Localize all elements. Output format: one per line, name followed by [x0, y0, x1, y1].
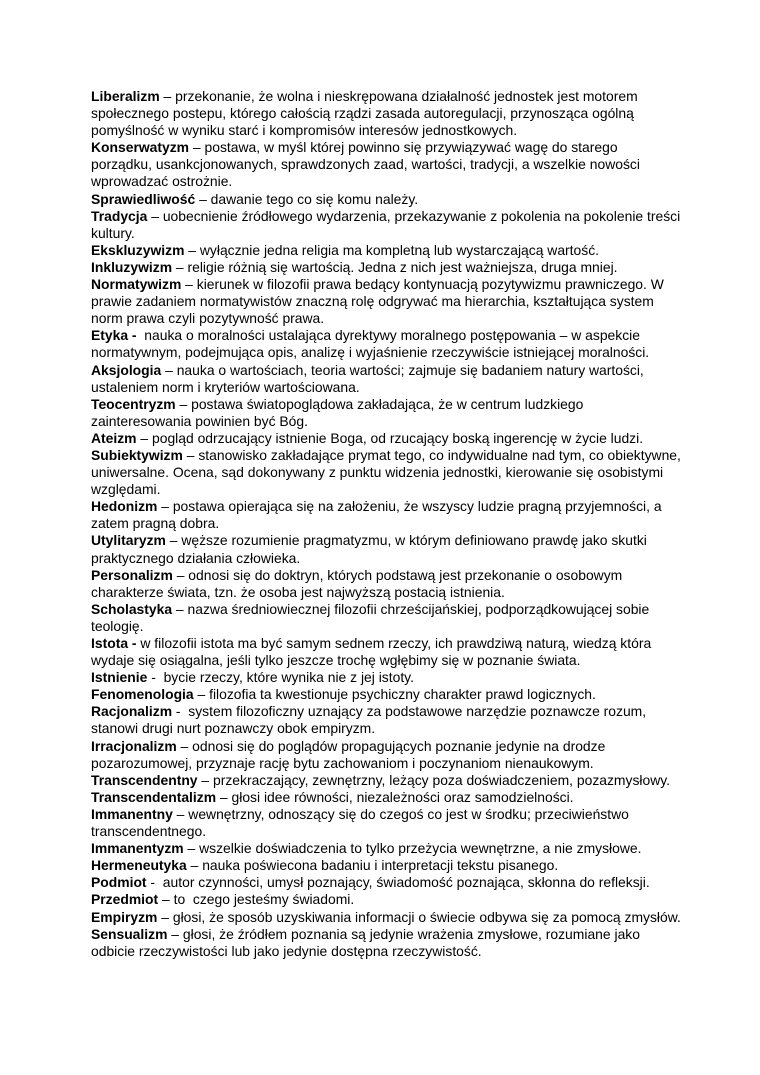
glossary-entry — [91, 857, 681, 874]
glossary-entry — [91, 669, 681, 686]
glossary-entry — [91, 635, 681, 669]
glossary-term: Podmiot — [91, 874, 147, 891]
glossary-term: Subiektywizm — [91, 446, 183, 463]
glossary-definition: kierunek w filozofii prawa bedący kontynuacją pozytywizmu prawniczego. W prawie zadaniem normatywistów znaczną rolę odgrywać ma hierarchia, kształtująca system norm prawa czyli pozytywność prawa. — [91, 276, 664, 327]
glossary-entry — [91, 703, 681, 737]
glossary-term: Immanentyzm — [91, 840, 184, 857]
glossary-term: Sensualizm — [91, 925, 168, 942]
glossary-definition: postawa opierająca się na założeniu, że wszyscy ludzie pragną przyjemności, a zatem pragną dobra. — [91, 498, 662, 532]
glossary-definition: wewnętrzny, odnoszący się do czegoś co jest w środku; przeciwieństwo transcendentnego. — [91, 805, 629, 840]
glossary-definition: wyłącznie jedna religia ma kompletną lub wystarczającą wartość. — [199, 241, 600, 258]
glossary-definition: wszelkie doświadczenia to tylko przeżycia wewnętrzne, a nie zmysłowe. — [199, 840, 642, 857]
glossary-entry — [91, 259, 681, 276]
glossary-entry — [91, 532, 681, 566]
glossary-separator: – — [172, 566, 189, 583]
glossary-term: Fenomenologia — [91, 686, 194, 703]
glossary-term: Aksjologia — [91, 361, 162, 378]
glossary-term: Etyka - — [91, 327, 137, 344]
glossary-term: Teocentryzm — [91, 395, 176, 412]
glossary-definition: głosi idee równości, niezależności oraz samodzielności. — [231, 788, 574, 805]
glossary-entry — [91, 242, 681, 259]
glossary-entry — [91, 208, 681, 242]
glossary-term: Transcendentalizm — [91, 788, 217, 805]
glossary-entry — [91, 447, 681, 498]
glossary-entry — [91, 567, 681, 601]
glossary-definition: odnosi się do poglądów propagujących poznanie jedynie na drodze pozarozumowej, przyznaje rację bytu zachowaniom i poczynaniom nienaukowym. — [91, 737, 606, 771]
glossary-definition: przekraczający, zewnętrzny, leżący poza doświadczeniem, pozazmysłowy. — [212, 771, 671, 788]
glossary-separator: – — [167, 925, 183, 942]
glossary-term: Transcendentny — [91, 771, 198, 788]
glossary-separator: – — [172, 258, 188, 275]
glossary-entry — [91, 191, 681, 208]
glossary-entry — [91, 430, 681, 447]
glossary-separator: – — [216, 788, 232, 805]
glossary-term: Normatywizm — [91, 276, 182, 293]
glossary-definition: religie różnią się wartością. Jedna z nich jest ważniejsza, druga mniej. — [187, 258, 618, 275]
glossary-separator: - — [147, 669, 164, 686]
glossary-separator: – — [165, 532, 182, 549]
glossary-definition: nauka o moralności ustalająca dyrektywy moralnego postępowania – w aspekcie normatywnym, podejmująca opis, analizę i wyjaśnienie rzeczywiście istniejącej moralności. — [91, 327, 650, 361]
glossary-term: Konserwatyzm — [91, 139, 190, 156]
glossary-entry — [91, 498, 681, 532]
glossary-entry — [91, 396, 681, 430]
glossary-entry — [91, 909, 681, 926]
glossary-definition: bycie rzeczy, które wynika nie z jej istoty. — [163, 669, 414, 686]
glossary-definition: stanowisko zakładające prymat tego, co indywidualne nad tym, co obiektywne, uniwersalne. Ocena, sąd dokonywany z punktu widzenia jednostki, kierowanie się osobistymi względami. — [91, 446, 681, 498]
glossary-definition: w filozofii istota ma być samym sednem rzeczy, ich prawdziwą naturą, wiedzą która wydaje się osiągalna, jeśli tylko jeszcze trochę wgłębimy się w poznanie świata. — [91, 635, 652, 669]
glossary-term: Hermeneutyka — [91, 857, 187, 874]
glossary-entry — [91, 891, 681, 908]
glossary-entry — [91, 276, 681, 327]
glossary-definition: system filozoficzny uznający za podstawowe narzędzie poznawcze rozum, stanowi drugi nurt poznawczy obok empiryzm. — [91, 703, 647, 737]
glossary-separator: – — [157, 908, 173, 925]
glossary-term: Hedonizm — [91, 498, 158, 515]
glossary-separator: – — [147, 207, 163, 224]
glossary-term: Scholastyka — [91, 600, 173, 617]
glossary-separator: – — [172, 805, 189, 822]
glossary-separator: – — [184, 241, 200, 258]
glossary-term: Racjonalizm — [91, 703, 173, 720]
glossary-term: Immanentny — [91, 805, 173, 822]
glossary-separator: – — [172, 600, 188, 617]
glossary-entry — [91, 327, 681, 361]
glossary-definition: uobecnienie źródłowego wydarzenia, przekazywanie z pokolenia na pokolenie treści kultury. — [91, 207, 681, 241]
glossary-entry — [91, 840, 681, 857]
glossary-definition: nauka poświecona badaniu i interpretacji tekstu pisanego. — [202, 857, 559, 874]
glossary-definition: filozofia ta kwestionuje psychiczny charakter prawd logicznych. — [209, 686, 596, 703]
glossary-entry — [91, 772, 681, 789]
glossary-separator: – — [159, 88, 176, 104]
glossary-separator: – — [186, 857, 203, 874]
glossary-term: Przedmiot — [91, 891, 159, 908]
glossary-definition: postawa, w myśl której powinno się przywiązywać wagę do starego porządku, usankcjonowanych, sprawdzonych zaad, wartości, tradycji, a wszelkie nowości wprowadzać ostrożnie. — [91, 139, 640, 190]
glossary-separator: - — [146, 874, 163, 891]
glossary-term: Utylitaryzm — [91, 532, 166, 549]
glossary-definition: czego jesteśmy świadomi. — [192, 891, 355, 908]
glossary-separator: - — [172, 703, 189, 720]
glossary-entry — [91, 139, 681, 190]
glossary-definition: węższe rozumienie pragmatyzmu, w którym definiowano prawdę jako skutki praktycznego działania człowieka. — [91, 532, 647, 566]
glossary-separator: – — [181, 276, 197, 293]
document-page — [91, 88, 681, 960]
glossary-term: Empiryzm — [91, 908, 158, 925]
glossary-separator: – — [193, 686, 210, 703]
glossary-separator: – — [195, 190, 211, 207]
glossary-entry — [91, 806, 681, 840]
glossary-entry — [91, 601, 681, 635]
glossary-definition: odnosi się do doktryn, których podstawą jest przekonanie o osobowym charakterze świata, tzn. że osoba jest najwyższą postacią istnienia. — [91, 566, 623, 600]
glossary-definition: głosi, że sposób uzyskiwania informacji o świecie odbywa się za pomocą zmysłów. — [172, 908, 681, 925]
glossary-definition: głosi, że źródłem poznania są jedynie wrażenia zmysłowe, rozumiane jako odbicie rzeczywistości lub jako jedynie dostępna rzeczywistość. — [91, 925, 640, 959]
glossary-definition: nazwa średniowiecznej filozofii chrześcijańskiej, podporządkowującej sobie teologię. — [91, 600, 650, 634]
glossary-entry — [91, 789, 681, 806]
glossary-definition: pogląd odrzucający istnienie Boga, od rzucający boską ingerencję w życie ludzi. — [152, 429, 644, 446]
glossary-definition: autor czynności, umysł poznający, świadomość poznająca, skłonna do refleksji. — [162, 874, 650, 891]
glossary-separator: – — [157, 498, 173, 515]
glossary-entry — [91, 738, 681, 772]
glossary-term: Ateizm — [91, 429, 137, 446]
glossary-entry — [91, 926, 681, 960]
glossary-separator: – — [176, 737, 193, 754]
glossary-separator: – — [136, 429, 152, 446]
glossary-term: Personalizm — [91, 566, 173, 583]
glossary-entry — [91, 874, 681, 891]
glossary-separator: – — [197, 771, 213, 788]
glossary-term: Istota - — [91, 635, 137, 651]
glossary-term: Ekskluzywizm — [91, 241, 185, 258]
glossary-term: Inkluzywizm — [91, 258, 173, 275]
glossary-term: Sprawiedliwość — [91, 190, 196, 207]
glossary-definition: nauka o wartościach, teoria wartości; zajmuje się badaniem natury wartości, ustaleniem norm i kryteriów wartościowana. — [91, 361, 644, 395]
glossary-entry — [91, 88, 681, 139]
glossary-term: Liberalizm — [91, 88, 160, 104]
glossary-separator: – — [189, 139, 205, 156]
glossary-entry — [91, 362, 681, 396]
glossary-separator: – — [182, 446, 199, 463]
glossary-term: Istnienie — [91, 669, 148, 686]
glossary-separator: – — [161, 361, 177, 378]
glossary-definition: dawanie tego co się komu należy. — [210, 190, 419, 207]
glossary-entry — [91, 686, 681, 703]
glossary-separator: – to — [158, 891, 193, 908]
glossary-term: Tradycja — [91, 207, 148, 224]
glossary-separator: – — [183, 840, 200, 857]
glossary-separator: – — [175, 395, 192, 412]
glossary-term: Irracjonalizm — [91, 737, 177, 754]
glossary-definition: przekonanie, że wolna i nieskrępowana działalność jednostek jest motorem społecznego postepu, którego całością rządzi zasada autoregulacji, przynosząca ogólną pomyślność w wyniku starć i kompromisów interesów jednostkowych. — [91, 88, 638, 139]
glossary-definition: postawa światopoglądowa zakładająca, że w centrum ludzkiego zainteresowania powinien być Bóg. — [91, 395, 584, 429]
